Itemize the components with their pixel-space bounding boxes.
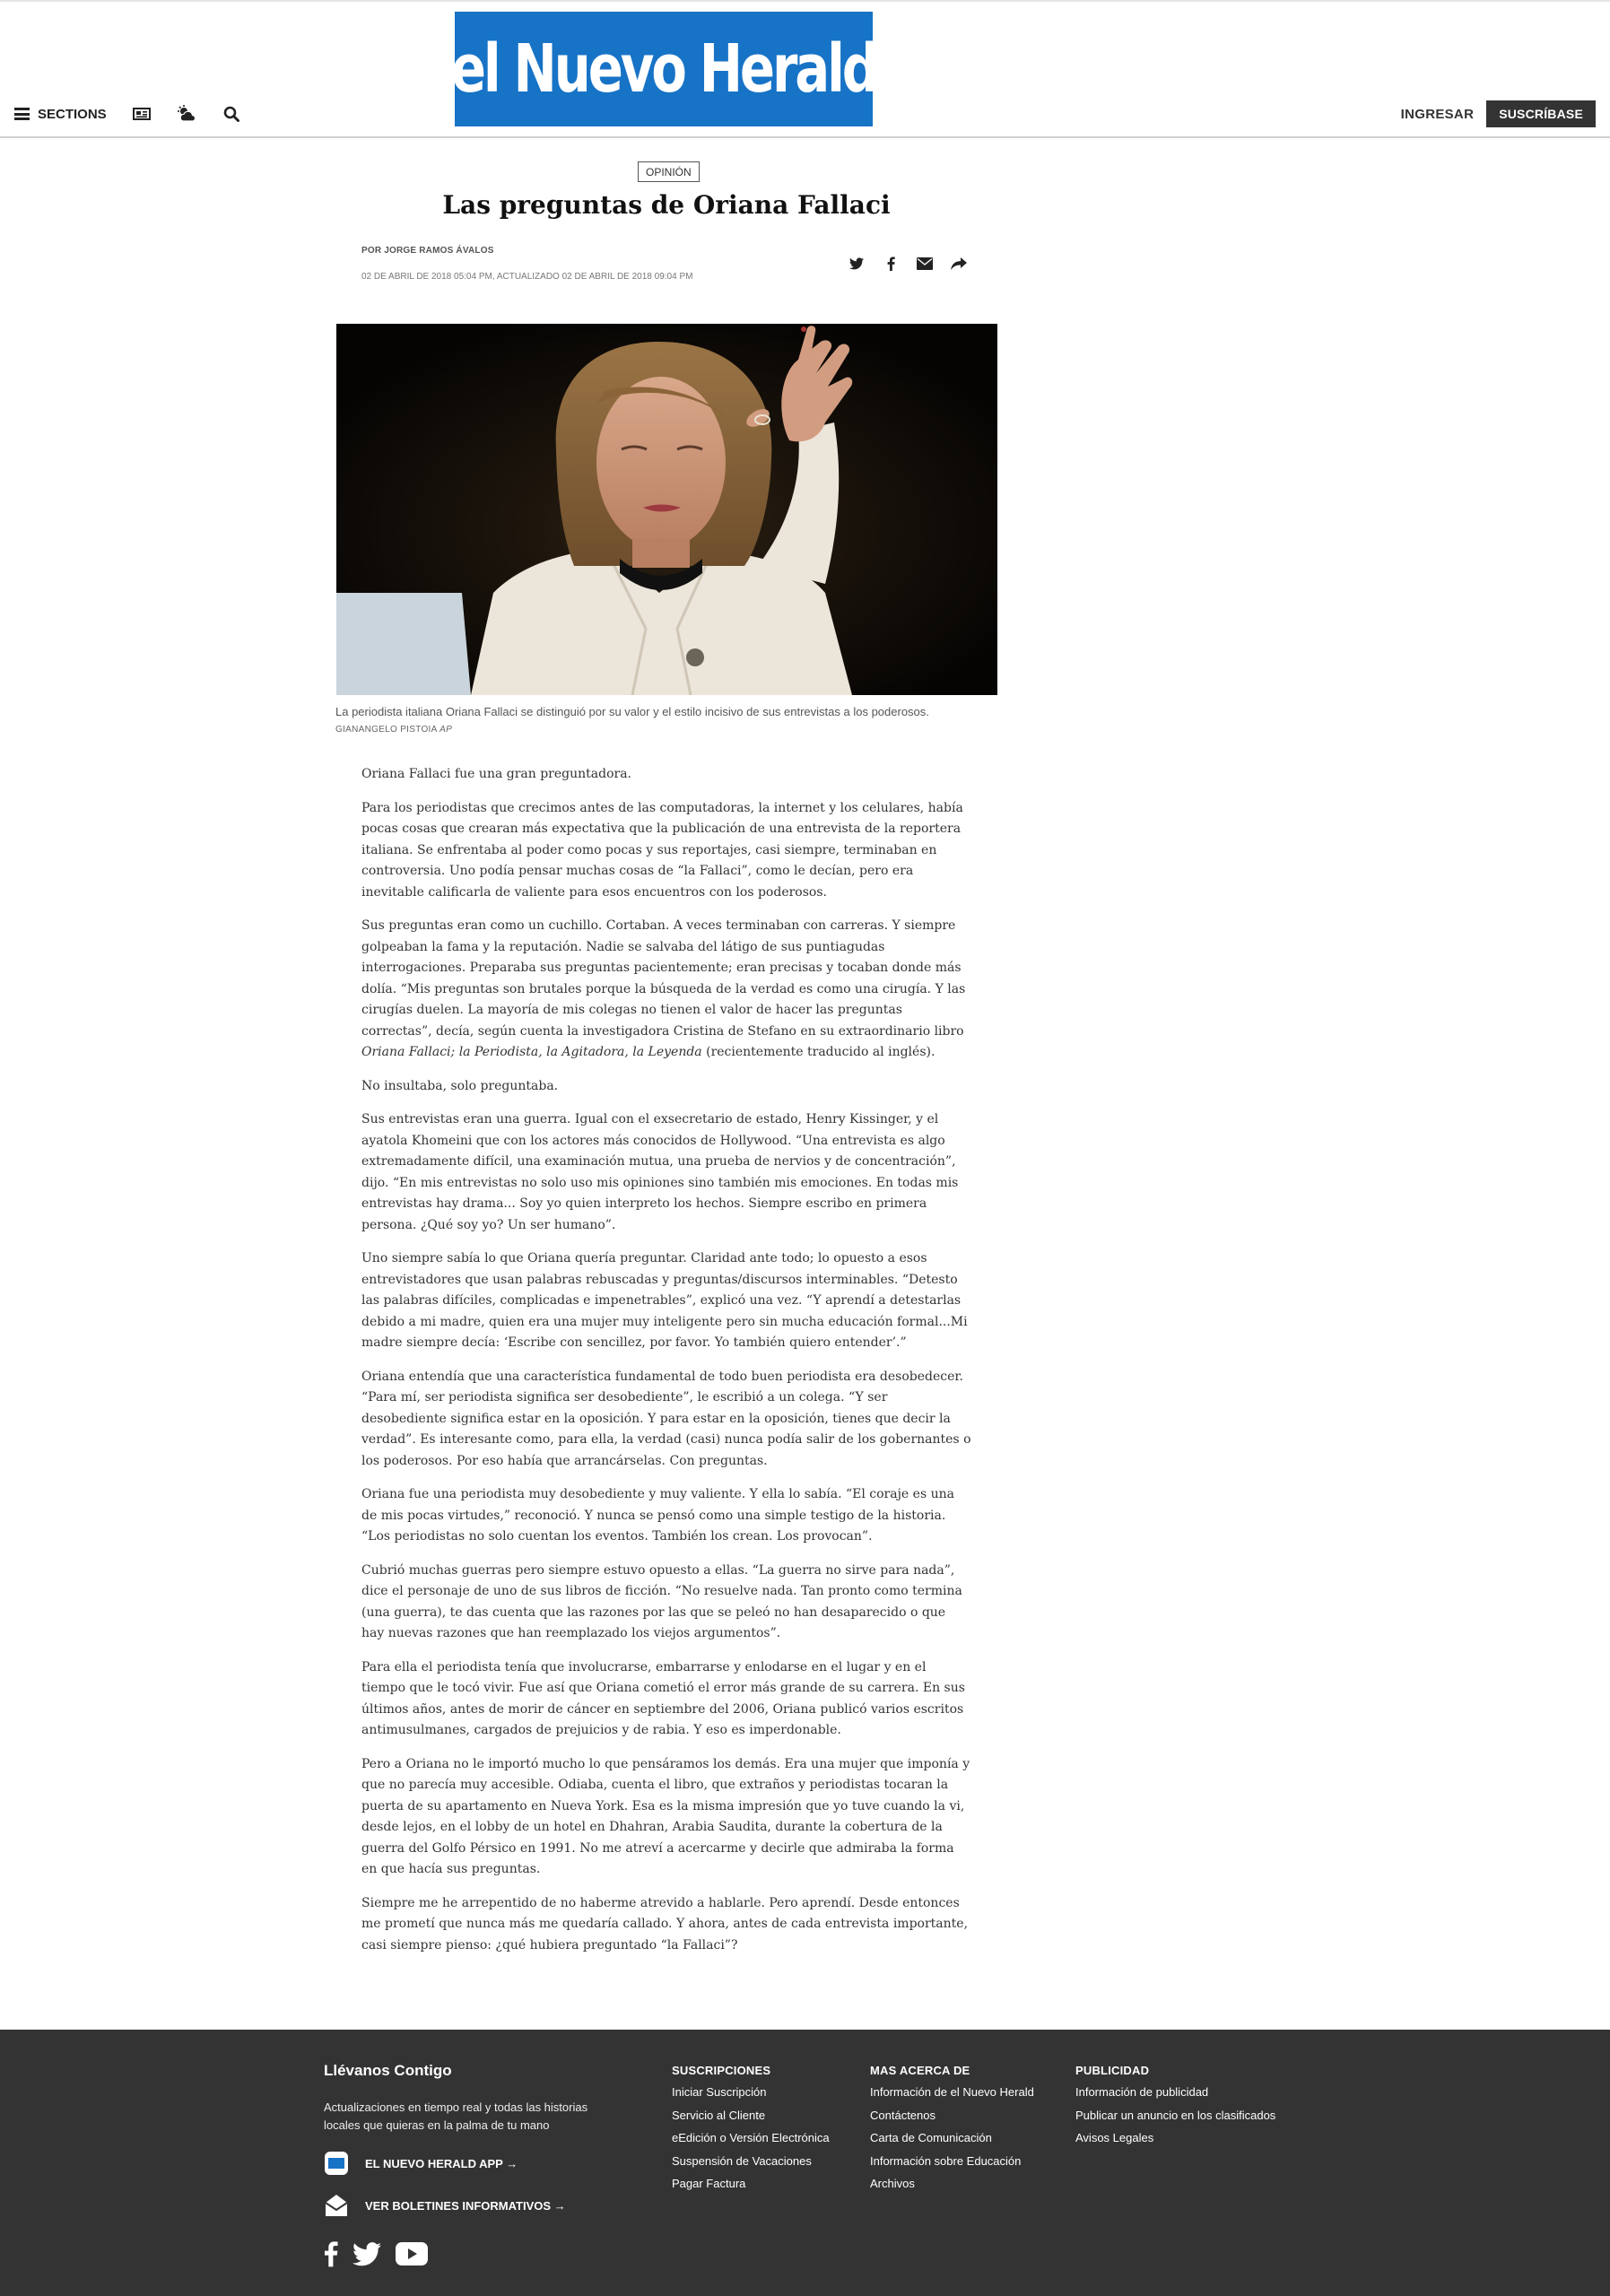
footer-col-subscriptions — [672, 2064, 830, 2196]
footer-link[interactable]: Avisos Legales — [1075, 2131, 1154, 2144]
login-link[interactable]: INGRESAR — [1400, 106, 1475, 122]
app-icon — [324, 2151, 349, 2176]
twitter-icon[interactable] — [352, 2242, 381, 2266]
footer-link[interactable]: Servicio al Cliente — [672, 2108, 766, 2122]
footer-description: Actualizaciones en tiempo real y todas las historias locales que quieras en la palma de tu mano — [324, 2100, 588, 2132]
app-link-label: EL NUEVO HERALD APP → — [365, 2156, 518, 2170]
newspaper-icon[interactable] — [132, 104, 152, 124]
paragraph: Oriana entendía que una característica fundamental de todo buen periodista era desobedecer. “Para mí, ser periodista significa ser desobediente”, le escribió a un colega. “Y ser desobediente significa estar en la oposición. Y para estar en la oposición, tienes que decir la verdad”. Es interesante como, para ella, la verdad (casi) nunca podía salir de los gobernantes o los poderosos. Por eso había que arrancárselas. Con preguntas. — [361, 1369, 971, 1468]
newsletter-link-label: VER BOLETINES INFORMATIVOS → — [365, 2198, 566, 2213]
byline[interactable]: POR JORGE RAMOS ÁVALOS — [361, 246, 494, 256]
paragraph: Uno siempre sabía lo que Oriana quería preguntar. Claridad ante todo; lo opuesto a esos entrevistadores que usan palabras rebuscadas y preguntas/discursos interminables. “Detesto las palabras difíciles, complicadas e impenetrables”, explicó una vez. “Y aprendí a detestarlas debido a mi madre, quien era una mujer muy inteligente pero sin mucha educación formal...Mi madre siempre decía: ‘Escribe con sencillez, por favor. Yo también quiero entender’.” — [361, 1251, 968, 1350]
footer-col-heading: PUBLICIDAD — [1075, 2064, 1150, 2077]
photo-caption: La periodista italiana Oriana Fallaci se distinguió por su valor y el estilo incisivo de sus entrevistas a los poderosos. — [335, 705, 929, 718]
sections-label: SECTIONS — [38, 106, 107, 122]
footer-link[interactable]: Iniciar Suscripción — [672, 2085, 767, 2099]
footer-link[interactable]: Archivos — [870, 2177, 915, 2190]
credit-agency: AP — [439, 725, 453, 735]
weather-icon[interactable] — [177, 104, 196, 124]
share-bar — [846, 253, 982, 274]
search-icon[interactable] — [222, 104, 241, 124]
footer-col-advertising — [1075, 2064, 1275, 2150]
paragraph: Para ella el periodista tenía que involucrarse, embarrarse y enlodarse en el lugar y en el tiempo que le tocó vivir. Fue así que Oriana cometió el error más grande de su carrera. En sus últimos años, antes de morir de cáncer en septiembre del 2006, Oriana publicó varios escritos antimusulmanes, cargados de prejuicios y de rabia. Y eso es imperdonable. — [361, 1659, 965, 1737]
paragraph-text: Sus preguntas eran como un cuchillo. Cortaban. A veces terminaban con carreras. Y siempre golpeaban la fama y la reputación. Nadie se salvaba del látigo de sus puntiagudas interrogaciones. Preparaba sus preguntas pacientemente; eran precisas y tocaban donde más dolía. “Mis preguntas son brutales porque la búsqueda de la verdad es como una cirugía. Y las cirugías duelen. La mayoría de mis colegas no tienen el valor de hacer las preguntas correctas”, decía, según cuenta la investigadora Cristina de Stefano en su extraordinario libro — [361, 918, 966, 1039]
youtube-icon[interactable] — [396, 2242, 428, 2266]
paragraph: Siempre me he arrepentido de no haberme atrevido a hablarle. Pero aprendí. Desde entonces me prometí que nunca más me quedaría callado. Y ahora, antes de cada entrevista importante, casi siempre pienso: ¿qué hubiera preguntado “la Fallaci”? — [361, 1895, 969, 1952]
footer-title: Llévanos Contigo — [324, 2062, 452, 2079]
footer-link[interactable]: Información sobre Educación — [870, 2153, 1022, 2168]
photo-credit — [335, 725, 452, 735]
site-logo[interactable] — [450, 12, 877, 126]
credit-name: GIANANGELO PISTOIA — [335, 725, 438, 735]
paragraph: No insultaba, solo preguntaba. — [361, 1078, 559, 1093]
book-note: (recientemente traducido al inglés). — [706, 1045, 936, 1059]
sections-menu-button[interactable] — [14, 107, 107, 122]
header-nav-right — [1401, 100, 1596, 127]
social-links — [324, 2240, 442, 2267]
footer-link[interactable]: eEdición o Versión Electrónica — [672, 2131, 830, 2144]
paragraph — [361, 916, 971, 1064]
email-icon[interactable] — [914, 253, 936, 274]
twitter-icon[interactable] — [846, 253, 867, 274]
footer-link[interactable]: Contáctenos — [870, 2108, 936, 2122]
dateline: 02 DE ABRIL DE 2018 05:04 PM, ACTUALIZADO 02 DE ABRIL DE 2018 09:04 PM — [361, 272, 693, 282]
footer-link[interactable]: Información de publicidad — [1075, 2085, 1209, 2099]
footer-link[interactable]: Suspensión de Vacaciones — [672, 2153, 812, 2168]
footer-link[interactable]: Publicar un anuncio en los clasificados — [1075, 2108, 1276, 2122]
paragraph: Oriana fue una periodista muy desobediente y muy valiente. Y ella lo sabía. “El coraje es una de mis pocas virtudes,” reconoció. Y nunca se pensó como una simple testigo de la historia. “Los periodistas no solo cuentan los eventos. También los crean. Los provocan”. — [361, 1487, 954, 1544]
facebook-icon[interactable] — [880, 253, 901, 274]
section-tag[interactable]: OPINIÓN — [638, 161, 700, 182]
app-link[interactable] — [324, 2151, 518, 2176]
share-icon[interactable] — [948, 253, 970, 274]
article-photo[interactable] — [336, 324, 997, 695]
paragraph: Para los periodistas que crecimos antes de las computadoras, la internet y los celulares, había pocas cosas que crearan más expectativa que la publicación de una entrevista de la reportera italiana. Se enfrentaba al poder como pocas y sus reportajes, casi siempre, terminaban en controversia. Uno podía pensar muchas cosas de “la Fallaci”, como le decían, pero era inevitable calificarla de valiente para esos encuentros con los poderosos. — [361, 800, 963, 900]
site-footer — [0, 2030, 1610, 2296]
subscribe-button[interactable]: SUSCRÍBASE — [1486, 100, 1596, 127]
footer-col-about — [870, 2064, 1034, 2196]
footer-link[interactable]: Información de el Nuevo Herald — [870, 2085, 1034, 2099]
header-nav-left — [14, 102, 241, 126]
paragraph: Cubrió muchas guerras pero siempre estuvo opuesto a ellas. “La guerra no sirve para nada”, dice el personaje de uno de sus libros de ficción. “No resuelve nada. Tan pronto como termina (una guerra), te das cuenta que las razones por las que se peleó no han desaparecido o que hay nuevas razones que han reemplazado los viejos argumentos”. — [361, 1562, 962, 1640]
photo-illustration — [336, 324, 997, 695]
footer-link[interactable]: Pagar Factura — [672, 2177, 746, 2190]
paragraph: Pero a Oriana no le importó mucho lo que pensáramos los demás. Era una mujer que imponía y que no parecía muy accesible. Odiaba, cuenta el libro, que extraños y periodistas tocaran la puerta de su apartamento en Nueva York. Esa es la misma impresión que yo tuve cuando la vi, desde lejos, en el lobby de un hotel en Dhahran, Arabia Saudita, durante la cobertura de la guerra del Golfo Pérsico en 1991. No me atreví a acercarme y decirle que admiraba la forma en que hacía sus preguntas. — [361, 1756, 970, 1876]
envelope-icon — [324, 2193, 349, 2218]
article-headline: Las preguntas de Oriana Fallaci — [442, 190, 891, 220]
paragraph: Oriana Fallaci fue una gran preguntadora. — [361, 767, 632, 781]
site-header — [0, 0, 1610, 138]
paragraph: Sus entrevistas eran una guerra. Igual con el exsecretario de estado, Henry Kissinger, y el ayatola Khomeini que con los actores más conocidos de Hollywood. “Una entrevista es algo extremadamente difícil, una examinación mutua, una prueba de nervios y de concentración”, dijo. “En mis entrevistas no solo uso mis opiniones sino también mis emociones. En todas mis entrevistas hay drama... Soy yo quien interpreto los hechos. Siempre escribo en primera persona. ¿Qué soy yo? Un ser humano”. — [361, 1112, 959, 1232]
facebook-icon[interactable] — [324, 2240, 338, 2267]
footer-col-heading: MAS ACERCA DE — [870, 2064, 970, 2077]
logo-text: el Nuevo Herald — [450, 30, 877, 108]
book-title: Oriana Fallaci; la Periodista, la Agitadora, la Leyenda — [361, 1045, 702, 1059]
article-body — [361, 764, 971, 1969]
newsletter-link[interactable] — [324, 2193, 566, 2218]
footer-col-heading: SUSCRIPCIONES — [672, 2064, 771, 2077]
footer-link[interactable]: Carta de Comunicación — [870, 2131, 992, 2144]
menu-icon — [14, 108, 30, 120]
